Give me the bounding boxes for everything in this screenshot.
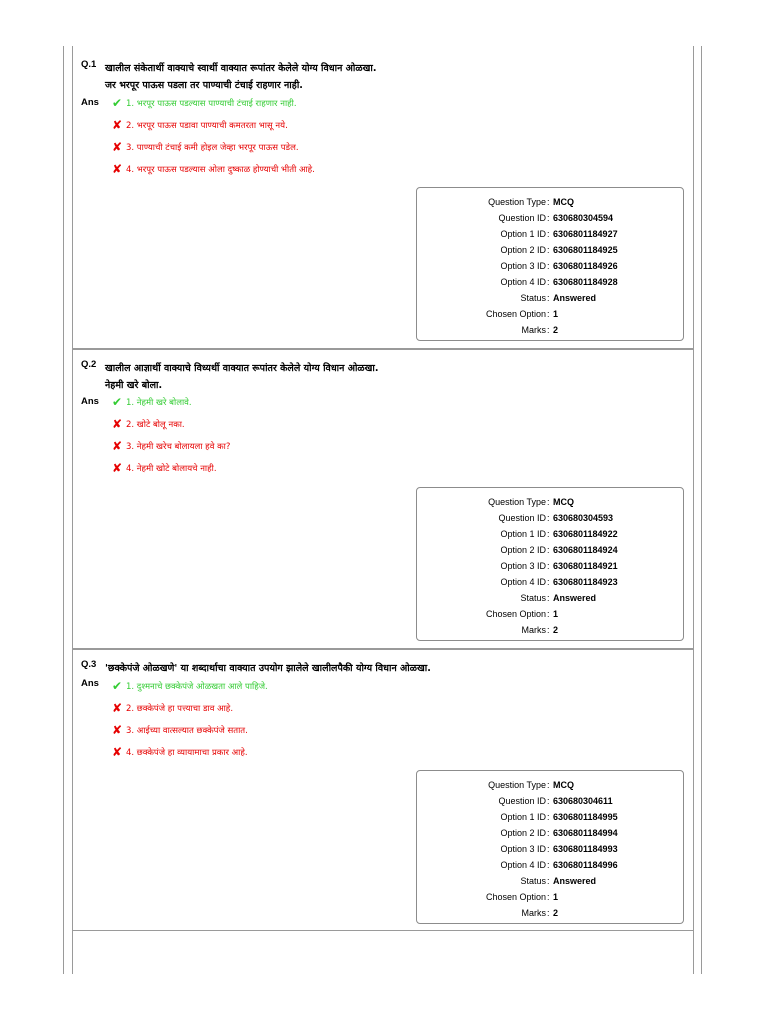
meta-value: 6306801184924 — [553, 545, 618, 555]
meta-label: Option 1 ID — [500, 529, 546, 539]
meta-label: Option 4 ID — [500, 860, 546, 870]
option-2 — [112, 702, 233, 714]
meta-label: Status — [520, 876, 546, 886]
question-text — [105, 660, 431, 677]
question-block-1 — [72, 51, 694, 347]
option-text: 2. छक्केपंजे हा पत्त्याचा डाव आहे. — [126, 703, 234, 714]
option-2 — [112, 418, 185, 430]
option-1 — [112, 97, 297, 109]
meta-value: 6306801184927 — [553, 229, 618, 239]
meta-value: MCQ — [553, 780, 574, 790]
option-3 — [112, 724, 248, 736]
page-left-margin-line — [63, 46, 64, 974]
option-text: 1. नेहमी खरे बोलावे. — [126, 397, 192, 408]
meta-label: Chosen Option — [485, 309, 546, 319]
question-separator — [72, 930, 694, 931]
meta-label: Option 4 ID — [500, 277, 546, 287]
cross-icon: ✘ — [112, 723, 123, 737]
option-4 — [112, 462, 217, 474]
meta-value: MCQ — [553, 497, 574, 507]
meta-label: Question Type — [488, 780, 546, 790]
question-text-line: जर भरपूर पाऊस पडला तर पाण्याची टंचाई राहणार नाही. — [105, 80, 303, 91]
meta-label: Status — [520, 593, 546, 603]
check-icon: ✔ — [112, 96, 123, 110]
option-1 — [112, 680, 268, 692]
question-text — [105, 360, 379, 394]
meta-value: 6306801184994 — [553, 828, 618, 838]
meta-value: 6306801184996 — [553, 860, 618, 870]
check-icon: ✔ — [112, 395, 123, 409]
option-4 — [112, 746, 248, 758]
meta-label: Chosen Option — [485, 892, 546, 902]
meta-value: 2 — [553, 908, 559, 918]
meta-label: Option 4 ID — [500, 577, 546, 587]
cross-icon: ✘ — [112, 118, 123, 132]
question-number: Q.2 — [81, 359, 97, 370]
cross-icon: ✘ — [112, 701, 123, 715]
meta-value: 6306801184993 — [553, 844, 618, 854]
meta-value: Answered — [553, 876, 597, 886]
meta-value: Answered — [553, 593, 597, 603]
meta-value: MCQ — [553, 197, 574, 207]
meta-label: Question ID — [498, 213, 546, 223]
cross-icon: ✘ — [112, 745, 123, 759]
option-2 — [112, 119, 288, 131]
meta-label: Question Type — [488, 197, 546, 207]
option-text: 4. नेहमी खोटे बोलायचे नाही. — [126, 463, 217, 474]
option-text: 2. खोटे बोलू नका. — [126, 419, 185, 430]
check-icon: ✔ — [112, 679, 123, 693]
meta-label: Chosen Option — [485, 609, 546, 619]
question-text-line: खालील आज्ञार्थी वाक्याचे विध्यर्थी वाक्यात रूपांतर केलेले योग्य विधान ओळखा. — [105, 363, 379, 374]
question-block-2 — [72, 351, 694, 647]
meta-value: 2 — [553, 325, 559, 335]
cross-icon: ✘ — [112, 439, 123, 453]
meta-label: Option 2 ID — [500, 245, 546, 255]
question-separator — [72, 348, 694, 350]
meta-label: Question Type — [488, 497, 546, 507]
question-meta-box: Question Type : MCQ Question ID : 630680304594 Option 1 ID : 6306801184927 Option 2 ID : 6306801184925 Option 3 ID : 6306801184926 Option 4 ID : 6306801184928 Status : Answered Chosen Option : 1 Marks : 2 — [416, 187, 684, 341]
question-block-3 — [72, 651, 694, 929]
meta-label: Marks — [521, 325, 546, 335]
meta-label: Option 2 ID — [500, 545, 546, 555]
option-1 — [112, 396, 192, 408]
ans-label: Ans — [81, 678, 99, 689]
meta-value: Answered — [553, 293, 597, 303]
meta-label: Option 3 ID — [500, 844, 546, 854]
meta-label: Status — [520, 293, 546, 303]
meta-label: Option 3 ID — [500, 561, 546, 571]
option-text: 1. भरपूर पाऊस पडल्यास पाण्याची टंचाई राहणार नाही. — [126, 98, 297, 109]
meta-value: 1 — [553, 892, 559, 902]
meta-label: Question ID — [498, 513, 546, 523]
meta-label: Marks — [521, 625, 546, 635]
ans-label: Ans — [81, 396, 99, 407]
question-separator — [72, 648, 694, 650]
option-4 — [112, 163, 315, 175]
question-text-line: नेहमी खरे बोला. — [105, 380, 163, 391]
meta-value: 6306801184995 — [553, 812, 618, 822]
option-3 — [112, 440, 230, 452]
cross-icon: ✘ — [112, 461, 123, 475]
meta-label: Option 2 ID — [500, 828, 546, 838]
meta-value: 6306801184928 — [553, 277, 618, 287]
meta-value: 6306801184922 — [553, 529, 618, 539]
option-text: 3. पाण्याची टंचाई कमी होइल जेव्हा भरपूर पाऊस पडेल. — [126, 142, 299, 153]
meta-value: 1 — [553, 609, 559, 619]
meta-value: 630680304611 — [553, 796, 613, 806]
cross-icon: ✘ — [112, 162, 123, 176]
option-text: 2. भरपूर पाऊस पडावा पाण्याची कमतरता भासू नये. — [126, 120, 288, 131]
option-text: 3. नेहमी खरेच बोलायला हवे का? — [126, 441, 231, 452]
meta-value: 6306801184921 — [553, 561, 618, 571]
meta-value: 6306801184925 — [553, 245, 618, 255]
meta-value: 2 — [553, 625, 559, 635]
meta-label: Marks — [521, 908, 546, 918]
cross-icon: ✘ — [112, 140, 123, 154]
meta-label: Option 1 ID — [500, 812, 546, 822]
page-right-margin-line — [701, 46, 702, 974]
option-text: 4. छक्केपंजे हा व्यायामाचा प्रकार आहे. — [126, 747, 248, 758]
meta-value: 630680304593 — [553, 513, 614, 523]
cross-icon: ✘ — [112, 417, 123, 431]
question-meta-box: Question Type : MCQ Question ID : 630680304593 Option 1 ID : 6306801184922 Option 2 ID : 6306801184924 Option 3 ID : 6306801184921 Option 4 ID : 6306801184923 Status : Answered Chosen Option : 1 Marks : 2 — [416, 487, 684, 641]
question-number: Q.1 — [81, 59, 97, 70]
question-text — [105, 60, 376, 94]
question-text-line: 'छक्केपंजे ओळखणे' या शब्दार्थाचा वाक्यात उपयोग झालेले खालीलपैकी योग्य विधान ओळखा. — [105, 663, 431, 674]
meta-value: 630680304594 — [553, 213, 614, 223]
question-number: Q.3 — [81, 659, 97, 670]
option-text: 4. भरपूर पाऊस पडल्यास ओला दुष्काळ होण्याची भीती आहे. — [126, 164, 315, 175]
ans-label: Ans — [81, 97, 99, 108]
meta-value: 6306801184923 — [553, 577, 618, 587]
meta-value: 6306801184926 — [553, 261, 618, 271]
meta-value: 1 — [553, 309, 559, 319]
meta-label: Option 1 ID — [500, 229, 546, 239]
question-text-line: खालील संकेतार्थी वाक्याचे स्वार्थी वाक्यात रूपांतर केलेले योग्य विधान ओळखा. — [105, 63, 377, 74]
option-text: 1. दुश्मनाचे छक्केपंजे ओळखता आले पाहिजे. — [126, 681, 268, 692]
question-meta-box: Question Type : MCQ Question ID : 630680304611 Option 1 ID : 6306801184995 Option 2 ID : 6306801184994 Option 3 ID : 6306801184993 Option 4 ID : 6306801184996 Status : Answered Chosen Option : 1 Marks : 2 — [416, 770, 684, 924]
option-3 — [112, 141, 299, 153]
meta-label: Option 3 ID — [500, 261, 546, 271]
meta-label: Question ID — [498, 796, 546, 806]
option-text: 3. आईच्या वात्सल्यात छक्केपंजे सतात. — [126, 725, 248, 736]
